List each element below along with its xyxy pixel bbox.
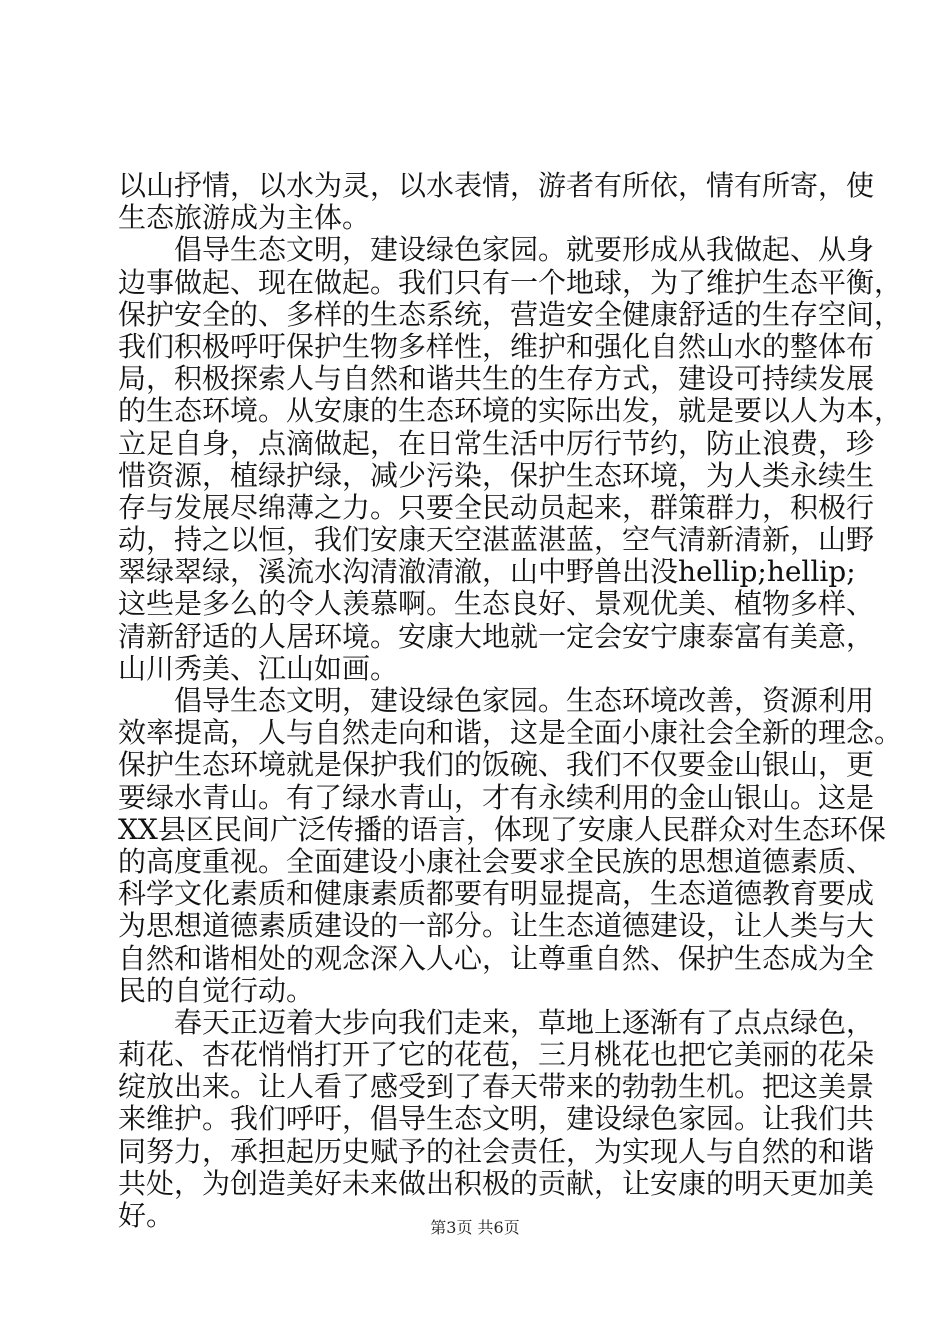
document-body bbox=[118, 169, 903, 1232]
text-line: 倡导生态文明，建设绿色家园。就要形成从我做起、从身 bbox=[174, 233, 875, 267]
text-line: 共处，为创造美好未来做出积极的贡献，让安康的明天更加美 bbox=[118, 1166, 875, 1200]
text-line: 这些是多么的令人羡慕啊。生态良好、景观优美、植物多样、 bbox=[118, 587, 875, 621]
text-line: 好。 bbox=[118, 1199, 175, 1232]
text-line: XX县区民间广泛传播的语言，体现了安康人民群众对生态环保 bbox=[118, 812, 886, 846]
text-line: 以山抒情，以水为灵，以水表情，游者有所依，情有所寄，使 bbox=[118, 169, 875, 202]
text-line: 保护生态环境就是保护我们的饭碗、我们不仅要金山银山，更 bbox=[118, 748, 875, 782]
text-line: 边事做起、现在做起。我们只有一个地球，为了维护生态平衡， bbox=[118, 265, 903, 299]
text-line: 为思想道德素质建设的一部分。让生态道德建设，让人类与大 bbox=[118, 909, 875, 943]
text-line: 同努力，承担起历史赋予的社会责任，为实现人与自然的和谐 bbox=[118, 1134, 875, 1168]
text-line: 存与发展尽绵薄之力。只要全民动员起来，群策群力，积极行 bbox=[118, 490, 875, 524]
text-line: 春天正迈着大步向我们走来，草地上逐渐有了点点绿色， bbox=[174, 1005, 875, 1039]
text-line: 立足自身，点滴做起，在日常生活中厉行节约，防止浪费，珍 bbox=[118, 426, 875, 460]
text-line: 清新舒适的人居环境。安康大地就一定会安宁康泰富有美意， bbox=[118, 619, 875, 653]
text-line: 的生态环境。从安康的生态环境的实际出发，就是要以人为本， bbox=[118, 394, 903, 428]
text-line: 倡导生态文明，建设绿色家园。生态环境改善，资源利用 bbox=[174, 684, 875, 717]
text-line: 效率提高，人与自然走向和谐，这是全面小康社会全新的理念。 bbox=[118, 716, 903, 750]
page-footer bbox=[0, 1218, 950, 1238]
text-line: 保护安全的、多样的生态系统，营造安全健康舒适的生存空间， bbox=[118, 297, 903, 331]
text-line: 局，积极探索人与自然和谐共生的生存方式，建设可持续发展 bbox=[118, 362, 875, 396]
text-line: 来维护。我们呼吁，倡导生态文明，建设绿色家园。让我们共 bbox=[118, 1102, 875, 1136]
text-line: 自然和谐相处的观念深入人心，让尊重自然、保护生态成为全 bbox=[118, 941, 875, 975]
text-line: 动，持之以恒，我们安康天空湛蓝湛蓝，空气清新清新，山野 bbox=[118, 523, 875, 557]
text-line: 民的自觉行动。 bbox=[118, 973, 315, 1007]
text-line: 翠绿翠绿，溪流水沟清澈清澈，山中野兽出没hellip;hellip; bbox=[118, 555, 856, 589]
text-line: 我们积极呼吁保护生物多样性，维护和强化自然山水的整体布 bbox=[118, 329, 875, 363]
text-line: 科学文化素质和健康素质都要有明显提高，生态道德教育要成 bbox=[118, 877, 875, 911]
text-line: 莉花、杏花悄悄打开了它的花苞，三月桃花也把它美丽的花朵 bbox=[118, 1038, 875, 1072]
text-line: 要绿水青山。有了绿水青山，才有永续利用的金山银山。这是 bbox=[118, 780, 875, 814]
text-line: 惜资源，植绿护绿，减少污染，保护生态环境，为人类永续生 bbox=[118, 458, 875, 492]
text-line: 绽放出来。让人看了感受到了春天带来的勃勃生机。把这美景 bbox=[118, 1070, 875, 1104]
page-number-label: 第3页 共6页 bbox=[430, 1218, 520, 1237]
text-line: 山川秀美、江山如画。 bbox=[118, 651, 399, 685]
text-line: 生态旅游成为主体。 bbox=[118, 201, 371, 235]
text-line: 的高度重视。全面建设小康社会要求全民族的思想道德素质、 bbox=[118, 844, 875, 878]
